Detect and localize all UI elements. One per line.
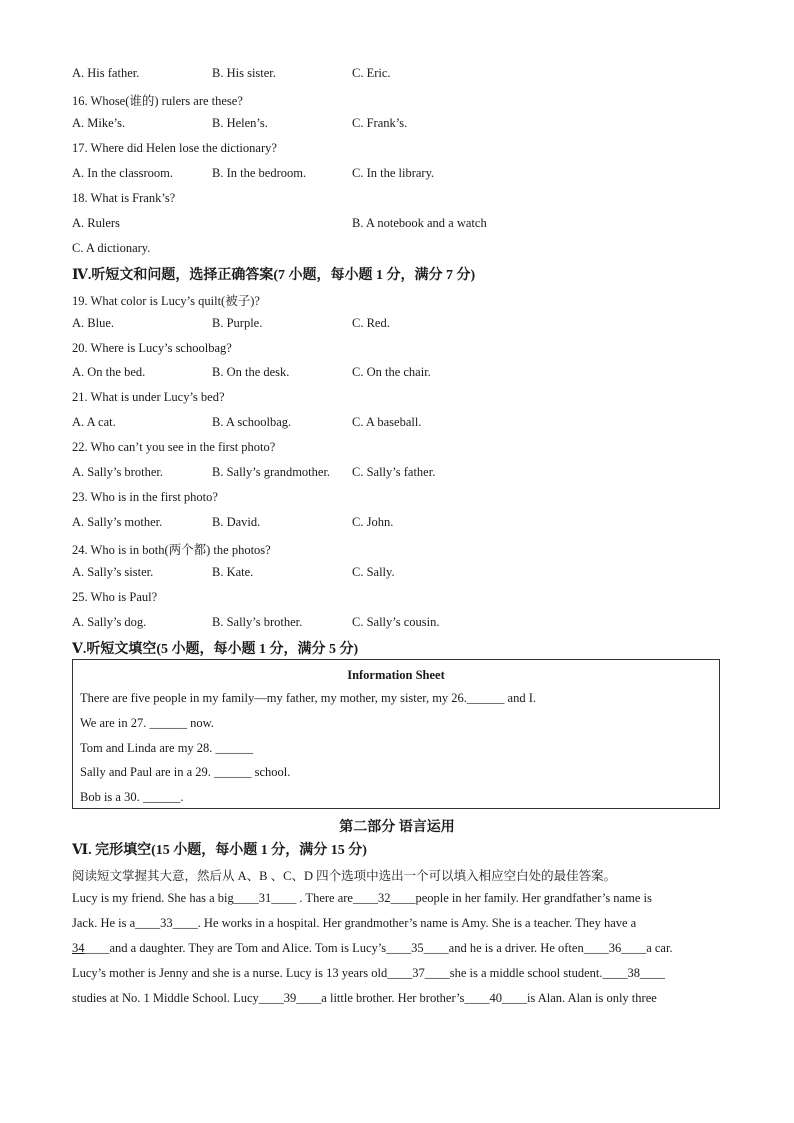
q25-option-b: B. Sally’s brother. bbox=[212, 615, 303, 629]
q23-option-c: C. John. bbox=[352, 515, 394, 529]
cloze-text: Jack. He is a bbox=[72, 916, 136, 930]
section-5-title: Ⅴ.听短文填空(5 小题，每小题 1 分，满分 5 分) bbox=[72, 642, 359, 657]
q21-option-a: A. A cat. bbox=[72, 415, 116, 429]
q23-question: 23. Who is in the first photo? bbox=[72, 490, 218, 504]
q20-option-a: A. On the bed. bbox=[72, 365, 146, 379]
cloze-text: and he is a driver. He often bbox=[448, 941, 584, 955]
q19-option-b: B. Purple. bbox=[212, 316, 263, 330]
blank-32: ____32____ bbox=[352, 891, 416, 905]
q15-option-a: A. His father. bbox=[72, 66, 140, 80]
q23-option-a: A. Sally’s mother. bbox=[72, 515, 163, 529]
cloze-text: Lucy’s mother is Jenny and she is a nurse. Lucy is 13 years old bbox=[72, 966, 388, 980]
q19-question: 19. What color is Lucy’s quilt(被子)? bbox=[72, 294, 260, 308]
q17-option-c: C. In the library. bbox=[352, 166, 435, 180]
q16-option-a: A. Mike’s. bbox=[72, 116, 126, 130]
q18-option-c: C. A dictionary. bbox=[72, 241, 151, 255]
cloze-text: people in her family. Her grandfather’s name is bbox=[415, 891, 652, 905]
q25-question: 25. Who is Paul? bbox=[72, 590, 158, 604]
blank-38: ____38____ bbox=[602, 966, 665, 980]
q20-option-b: B. On the desk. bbox=[212, 365, 290, 379]
q15-option-c: C. Eric. bbox=[352, 66, 391, 80]
sheet-line-28: Tom and Linda are my 28. ______ bbox=[80, 741, 254, 755]
blank-34-tail: ____ bbox=[84, 941, 110, 955]
sheet-line-30: Bob is a 30. ______. bbox=[80, 790, 184, 804]
q18-question: 18. What is Frank’s? bbox=[72, 191, 176, 205]
blank-39: ____39____ bbox=[258, 991, 322, 1005]
q24-option-c: C. Sally. bbox=[352, 565, 395, 579]
q20-option-c: C. On the chair. bbox=[352, 365, 431, 379]
section-4-title: Ⅳ.听短文和问题，选择正确答案(7 小题，每小题 1 分，满分 7 分) bbox=[72, 268, 476, 283]
section-6-instruction: 阅读短文掌握其大意，然后从 A、B 、C、D 四个选项中选出一个可以填入相应空白处的最佳答案。 bbox=[72, 869, 617, 883]
q19-option-a: A. Blue. bbox=[72, 316, 115, 330]
cloze-text: studies at No. 1 Middle School. Lucy bbox=[72, 991, 259, 1005]
cloze-text: . He works in a hospital. Her grandmother’s name is Amy. She is a teacher. They have a bbox=[197, 916, 637, 930]
cloze-text: is Alan. Alan is only three bbox=[526, 991, 657, 1005]
cloze-line-3 bbox=[72, 941, 722, 956]
q21-option-c: C. A baseball. bbox=[352, 415, 422, 429]
cloze-text: and a daughter. They are Tom and Alice. Tom is Lucy’s bbox=[109, 941, 387, 955]
q16-option-c: C. Frank’s. bbox=[352, 116, 408, 130]
q24-option-b: B. Kate. bbox=[212, 565, 254, 579]
q25-option-a: A. Sally’s dog. bbox=[72, 615, 147, 629]
cloze-text: a little brother. Her brother’s bbox=[321, 991, 465, 1005]
cloze-line-2 bbox=[72, 916, 722, 931]
q25-option-c: C. Sally’s cousin. bbox=[352, 615, 440, 629]
q17-question: 17. Where did Helen lose the dictionary? bbox=[72, 141, 277, 155]
information-sheet bbox=[72, 659, 720, 809]
sheet-line-26: There are five people in my family—my father, my mother, my sister, my 26.______ and I. bbox=[80, 691, 537, 705]
q24-question: 24. Who is in both(两个都) the photos? bbox=[72, 543, 271, 557]
blank-36: ____36____ bbox=[583, 941, 647, 955]
cloze-text: she is a middle school student. bbox=[449, 966, 603, 980]
q20-question: 20. Where is Lucy’s schoolbag? bbox=[72, 341, 232, 355]
blank-34: 34 bbox=[72, 941, 85, 955]
q16-option-b: B. Helen’s. bbox=[212, 116, 268, 130]
q22-option-b: B. Sally’s grandmother. bbox=[212, 465, 331, 479]
q15-option-b: B. His sister. bbox=[212, 66, 276, 80]
cloze-text: a car. bbox=[646, 941, 673, 955]
q18-option-a: A. Rulers bbox=[72, 216, 120, 230]
blank-33: ____33____ bbox=[135, 916, 198, 930]
cloze-line-1 bbox=[72, 891, 722, 906]
cloze-text: Lucy is my friend. She has a big bbox=[72, 891, 234, 905]
part-2-title: 第二部分 语言运用 bbox=[339, 820, 455, 835]
q22-option-c: C. Sally’s father. bbox=[352, 465, 436, 479]
section-6-title: Ⅵ. 完形填空(15 小题，每小题 1 分，满分 15 分) bbox=[72, 843, 367, 858]
cloze-line-4 bbox=[72, 966, 722, 981]
q22-option-a: A. Sally’s brother. bbox=[72, 465, 163, 479]
q19-option-c: C. Red. bbox=[352, 316, 390, 330]
cloze-text: . There are bbox=[296, 891, 353, 905]
q17-option-a: A. In the classroom. bbox=[72, 166, 174, 180]
q21-option-b: B. A schoolbag. bbox=[212, 415, 292, 429]
blank-35: ____35____ bbox=[386, 941, 449, 955]
information-sheet-title: Information Sheet bbox=[347, 668, 445, 682]
q22-question: 22. Who can’t you see in the first photo? bbox=[72, 440, 276, 454]
blank-40: ____40____ bbox=[464, 991, 527, 1005]
sheet-line-27: We are in 27. ______ now. bbox=[80, 716, 214, 730]
q16-question: 16. Whose(谁的) rulers are these? bbox=[72, 94, 243, 108]
q17-option-b: B. In the bedroom. bbox=[212, 166, 307, 180]
blank-31: ____31____ bbox=[233, 891, 297, 905]
q21-question: 21. What is under Lucy’s bed? bbox=[72, 390, 225, 404]
sheet-line-29: Sally and Paul are in a 29. ______ school. bbox=[80, 765, 291, 779]
blank-37: ____37____ bbox=[387, 966, 450, 980]
cloze-line-5 bbox=[72, 991, 722, 1006]
q24-option-a: A. Sally’s sister. bbox=[72, 565, 154, 579]
q23-option-b: B. David. bbox=[212, 515, 261, 529]
q18-option-b: B. A notebook and a watch bbox=[352, 216, 487, 230]
